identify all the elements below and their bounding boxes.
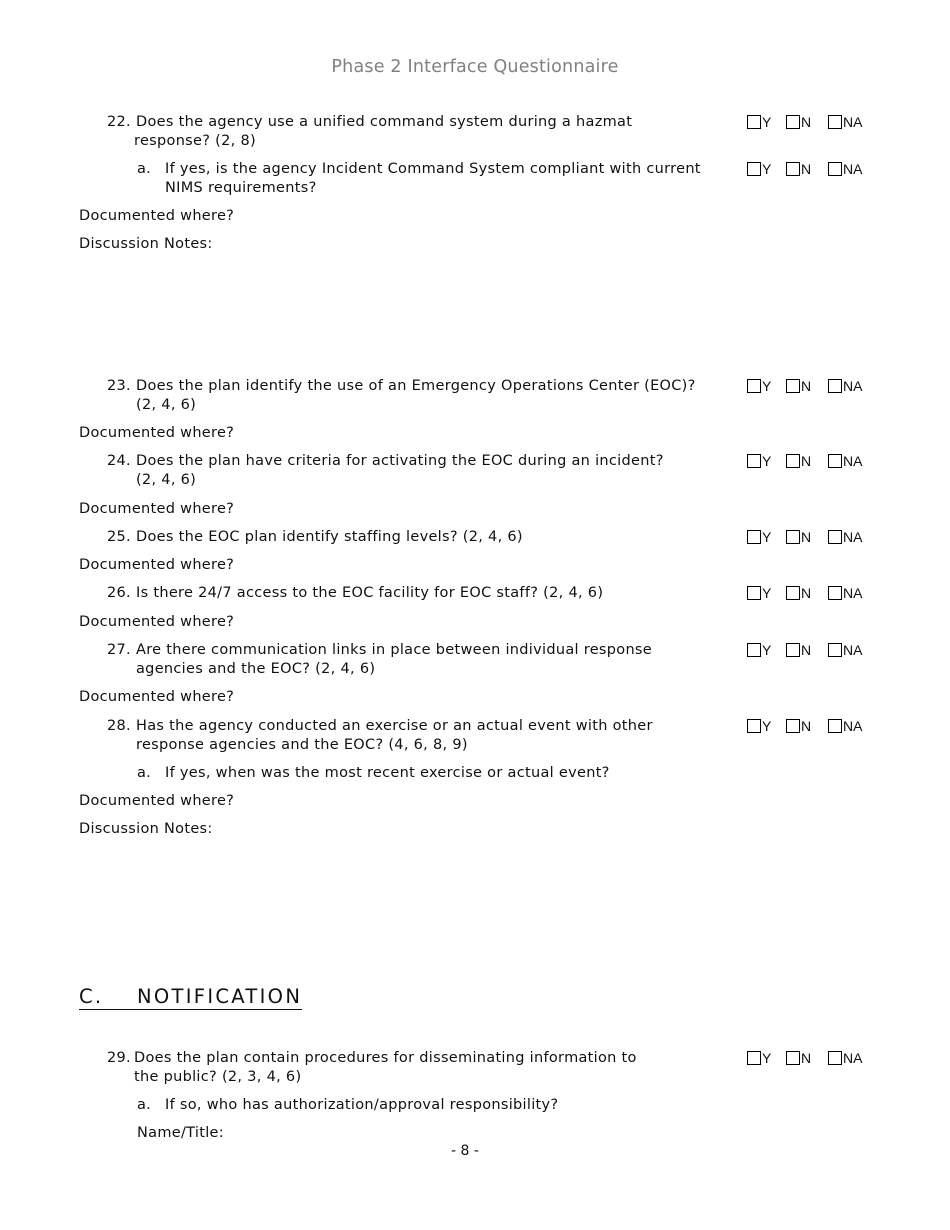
option-na[interactable]: NA <box>828 585 862 601</box>
question-number: 26. <box>107 585 131 601</box>
documented-where-label: Documented where? <box>79 793 235 809</box>
question-number: 28. <box>107 718 131 734</box>
documented-where-label: Documented where? <box>79 689 235 705</box>
checkbox[interactable] <box>786 643 800 657</box>
answer-options-22a <box>747 161 877 177</box>
question-text-cont: (2, 4, 6) <box>136 397 197 413</box>
option-yes[interactable]: Y <box>747 1050 771 1066</box>
page-number: - 8 - <box>451 1143 479 1159</box>
checkbox[interactable] <box>828 643 842 657</box>
option-na[interactable]: NA <box>828 529 862 545</box>
question-text-cont: response? (2, 8) <box>134 133 256 149</box>
checkbox[interactable] <box>747 530 761 544</box>
checkbox[interactable] <box>786 719 800 733</box>
option-yes[interactable]: Y <box>747 114 771 130</box>
subquestion-label: a. <box>137 161 152 177</box>
question-text: Has the agency conducted an exercise or an actual event with other <box>136 718 653 734</box>
question-29a <box>137 1096 558 1115</box>
option-na[interactable]: NA <box>828 642 862 658</box>
subquestion-text: If yes, is the agency Incident Command System compliant with current <box>165 161 701 177</box>
checkbox[interactable] <box>747 586 761 600</box>
checkbox[interactable] <box>747 454 761 468</box>
option-no[interactable]: N <box>786 378 811 394</box>
question-text: Does the plan contain procedures for disseminating information to <box>134 1050 637 1066</box>
answer-options-25 <box>747 529 877 545</box>
documented-where-label: Documented where? <box>79 425 235 441</box>
checkbox[interactable] <box>747 379 761 393</box>
option-yes[interactable]: Y <box>747 453 771 469</box>
question-28 <box>107 717 653 755</box>
option-no[interactable]: N <box>786 642 811 658</box>
documented-where-label: Documented where? <box>79 614 235 630</box>
question-number: 25. <box>107 529 131 545</box>
answer-options-26 <box>747 585 877 601</box>
question-22a <box>137 160 701 198</box>
answer-options-23 <box>747 378 877 394</box>
subquestion-text: If yes, when was the most recent exercise or actual event? <box>165 765 610 781</box>
question-number: 24. <box>107 453 131 469</box>
checkbox[interactable] <box>786 454 800 468</box>
option-yes[interactable]: Y <box>747 378 771 394</box>
checkbox[interactable] <box>828 115 842 129</box>
checkbox[interactable] <box>786 162 800 176</box>
question-text-cont: (2, 4, 6) <box>136 472 197 488</box>
question-23 <box>107 377 696 415</box>
checkbox[interactable] <box>786 530 800 544</box>
question-number: 23. <box>107 378 131 394</box>
checkbox[interactable] <box>828 1051 842 1065</box>
option-na[interactable]: NA <box>828 453 862 469</box>
checkbox[interactable] <box>747 643 761 657</box>
checkbox[interactable] <box>828 454 842 468</box>
question-29 <box>107 1049 637 1087</box>
question-26 <box>107 584 603 603</box>
discussion-notes-label: Discussion Notes: <box>79 821 213 837</box>
option-no[interactable]: N <box>786 585 811 601</box>
option-no[interactable]: N <box>786 453 811 469</box>
documented-where-label: Documented where? <box>79 501 235 517</box>
question-28a <box>137 764 610 783</box>
question-number: 29. <box>107 1050 131 1066</box>
question-text: Does the plan have criteria for activating the EOC during an incident? <box>136 453 664 469</box>
checkbox[interactable] <box>747 162 761 176</box>
option-no[interactable]: N <box>786 114 811 130</box>
checkbox[interactable] <box>786 586 800 600</box>
question-27 <box>107 641 652 679</box>
question-number: 22. <box>107 114 131 130</box>
checkbox[interactable] <box>747 719 761 733</box>
option-no[interactable]: N <box>786 161 811 177</box>
answer-options-22 <box>747 114 877 130</box>
option-yes[interactable]: Y <box>747 529 771 545</box>
checkbox[interactable] <box>747 115 761 129</box>
option-no[interactable]: N <box>786 529 811 545</box>
question-22 <box>107 113 632 151</box>
checkbox[interactable] <box>828 719 842 733</box>
subquestion-text: If so, who has authorization/approval responsibility? <box>165 1097 559 1113</box>
option-na[interactable]: NA <box>828 378 862 394</box>
question-text: Is there 24/7 access to the EOC facility for EOC staff? (2, 4, 6) <box>136 585 604 601</box>
question-text: Does the plan identify the use of an Emergency Operations Center (EOC)? <box>136 378 696 394</box>
section-letter: C. <box>79 985 104 1008</box>
documented-where-label: Documented where? <box>79 557 235 573</box>
option-na[interactable]: NA <box>828 114 862 130</box>
question-text: Does the agency use a unified command system during a hazmat <box>136 114 633 130</box>
subquestion-text-cont: NIMS requirements? <box>165 180 317 196</box>
checkbox[interactable] <box>828 162 842 176</box>
name-title-label: Name/Title: <box>137 1125 224 1141</box>
question-number: 27. <box>107 642 131 658</box>
question-text-cont: agencies and the EOC? (2, 4, 6) <box>136 661 376 677</box>
page-header: Phase 2 Interface Questionnaire <box>331 57 619 77</box>
answer-options-29 <box>747 1050 877 1066</box>
answer-options-24 <box>747 453 877 469</box>
option-yes[interactable]: Y <box>747 642 771 658</box>
question-text: Does the EOC plan identify staffing levels? (2, 4, 6) <box>136 529 523 545</box>
checkbox[interactable] <box>828 530 842 544</box>
section-title: NOTIFICATION <box>137 985 303 1008</box>
subquestion-label: a. <box>137 1097 152 1113</box>
documented-where-label: Documented where? <box>79 208 235 224</box>
question-text: Are there communication links in place between individual response <box>136 642 653 658</box>
checkbox[interactable] <box>828 586 842 600</box>
option-no[interactable]: N <box>786 1050 811 1066</box>
answer-options-27 <box>747 642 877 658</box>
question-25 <box>107 528 523 547</box>
option-no[interactable]: N <box>786 718 811 734</box>
checkbox[interactable] <box>786 115 800 129</box>
option-yes[interactable]: Y <box>747 585 771 601</box>
option-yes[interactable]: Y <box>747 718 771 734</box>
option-yes[interactable]: Y <box>747 161 771 177</box>
checkbox[interactable] <box>786 1051 800 1065</box>
question-24 <box>107 452 664 490</box>
option-na[interactable]: NA <box>828 161 862 177</box>
question-text-cont: response agencies and the EOC? (4, 6, 8, 9) <box>136 737 468 753</box>
option-na[interactable]: NA <box>828 1050 862 1066</box>
section-heading-notification <box>79 985 302 1010</box>
subquestion-label: a. <box>137 765 152 781</box>
question-text-cont: the public? (2, 3, 4, 6) <box>134 1069 302 1085</box>
checkbox[interactable] <box>747 1051 761 1065</box>
discussion-notes-label: Discussion Notes: <box>79 236 213 252</box>
checkbox[interactable] <box>786 379 800 393</box>
option-na[interactable]: NA <box>828 718 862 734</box>
checkbox[interactable] <box>828 379 842 393</box>
answer-options-28 <box>747 718 877 734</box>
